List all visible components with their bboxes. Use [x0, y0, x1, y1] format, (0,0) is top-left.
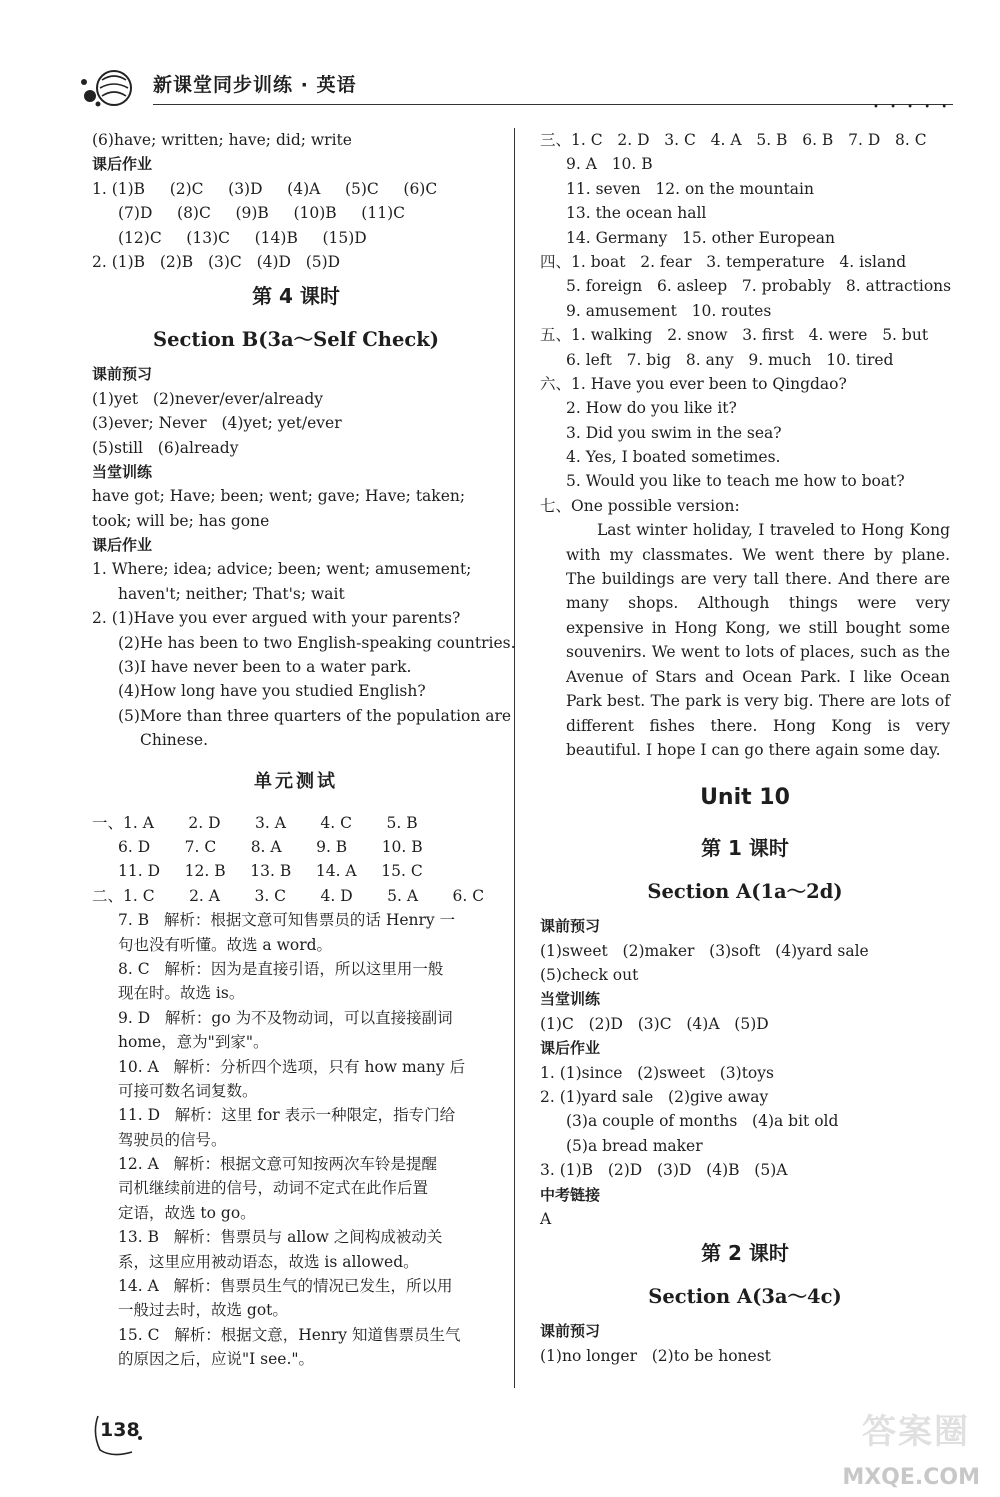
answer-line: (1)sweet (2)maker (3)soft (4)yard sale [540, 941, 869, 960]
answer-line: 四、1. boat 2. fear 3. temperature 4. island [540, 252, 907, 271]
right-column [540, 128, 950, 1368]
explanation-line: 司机继续前进的信号，动词不定式在此作后置 [118, 1179, 429, 1198]
answer-line: (3)ever; Never (4)yet; yet/ever [92, 414, 342, 433]
answer-line: (2)He has been to two English-speaking countries. [118, 633, 516, 652]
explanation-line: 现在时。故选 is。 [118, 984, 245, 1003]
explanation-line: 可接可数名词复数。 [118, 1081, 258, 1100]
answer-line: 9. A 10. B [566, 155, 653, 174]
explanation-line: 10. A 解析：分析四个选项，只有 how many 后 [118, 1057, 466, 1076]
explanation-line: 驾驶员的信号。 [118, 1130, 227, 1149]
watermark [800, 1412, 980, 1490]
answer-line: (5)a bread maker [566, 1136, 703, 1155]
answer-line: 三、1. C 2. D 3. C 4. A 5. B 6. B 7. D 8. C [540, 131, 927, 149]
page-number: 138 [100, 1419, 140, 1441]
answer-line: 二、1. C 2. A 3. C 4. D 5. A 6. C [92, 886, 485, 905]
answer-line: 11. seven 12. on the mountain [566, 179, 814, 198]
answer-line: 3. (1)B (2)D (3)D (4)B (5)A [540, 1161, 788, 1180]
answer-line: 5. Would you like to teach me how to boat? [566, 472, 905, 491]
answer-line: took; will be; has gone [92, 511, 270, 530]
spacer [540, 762, 950, 770]
answer-line: (7)D (8)C (9)B (10)B (11)C [118, 204, 405, 223]
answer-line: 2. (1)B (2)B (3)C (4)D (5)D [92, 252, 341, 271]
answer-line: 9. amusement 10. routes [566, 301, 772, 320]
homework-heading: 课后作业 [92, 155, 153, 174]
explanation-line: 11. D 解析：这里 for 表示一种限定，指专门给 [118, 1106, 456, 1125]
preview-heading: 课前预习 [540, 917, 601, 936]
unit-heading: Unit 10 [700, 785, 790, 811]
explanation-line: 13. B 解析：售票员与 allow 之间构成被动关 [118, 1228, 443, 1247]
answer-line: 3. Did you swim in the sea? [566, 423, 782, 442]
explanation-line: 句也没有听懂。故选 a word。 [118, 935, 333, 954]
column-divider [514, 128, 515, 1388]
lesson-heading: 第 4 课时 [252, 284, 340, 309]
explanation-line: 系，这里应用被动语态，故选 is allowed。 [118, 1252, 419, 1271]
explanation-line: 的原因之后，应说"I see."。 [118, 1350, 315, 1369]
explanation-line: 9. D 解析：go 为不及物动词，可以直接接副词 [118, 1008, 453, 1027]
left-column [92, 128, 516, 1372]
class-practice-heading: 当堂训练 [540, 990, 601, 1009]
answer-line: have got; Have; been; went; gave; Have; taken; [92, 487, 466, 506]
book-series-logo-icon [78, 66, 138, 110]
explanation-line: 14. A 解析：售票员生气的情况已发生，所以用 [118, 1277, 453, 1296]
answer-line: 6. left 7. big 8. any 9. much 10. tired [566, 350, 894, 369]
explanation-line: 15. C 解析：根据文意，Henry 知道售票员生气 [118, 1325, 461, 1344]
explanation-line: 8. C 解析：因为是直接引语，所以这里用一般 [118, 959, 444, 978]
answer-line: 5. foreign 6. asleep 7. probably 8. attractions [566, 277, 952, 296]
answer-line: 2. How do you like it? [566, 399, 737, 418]
header-dots: • • • • • [873, 102, 952, 113]
answer-line: 14. Germany 15. other European [566, 228, 835, 247]
preview-heading: 课前预习 [540, 1322, 601, 1341]
section-heading: Section B(3a～Self Check) [153, 328, 439, 352]
answer-line: (5)still (6)already [92, 438, 239, 457]
explanation-line: 一般过去时，故选 got。 [118, 1301, 288, 1320]
page-number-badge [92, 1408, 152, 1458]
watermark-site: MXQE.COM [842, 1464, 980, 1490]
lesson-heading: 第 2 课时 [701, 1241, 789, 1266]
exam-link-heading: 中考链接 [540, 1185, 601, 1204]
header-rule [153, 104, 953, 105]
answer-line: 4. Yes, I boated sometimes. [566, 448, 781, 467]
explanation-line: 定语，故选 to go。 [118, 1203, 256, 1222]
answer-line: 七、One possible version: [540, 496, 740, 515]
answer-line: 2. (1)yard sale (2)give away [540, 1088, 769, 1107]
homework-heading: 课后作业 [540, 1039, 601, 1058]
class-practice-heading: 当堂训练 [92, 462, 153, 481]
answer-line: (5)More than three quarters of the population are [118, 706, 512, 725]
answer-line: (4)How long have you studied English? [118, 682, 426, 701]
answer-line: 1. (1)B (2)C (3)D (4)A (5)C (6)C [92, 179, 438, 198]
watermark-mark: 答案圈 [862, 1412, 970, 1452]
answer-line: 六、1. Have you ever been to Qingdao? [540, 374, 847, 393]
answer-line: (1)yet (2)never/ever/already [92, 389, 324, 408]
answer-line: A [540, 1210, 552, 1228]
answer-line: Chinese. [140, 731, 209, 750]
answer-line: (3)I have never been to a water park. [118, 658, 412, 677]
answer-line: (5)check out [540, 966, 639, 985]
answer-line: 11. D 12. B 13. B 14. A 15. C [118, 862, 423, 881]
explanation-line: home，意为"到家"。 [118, 1033, 269, 1052]
unit-test-heading: 单元测试 [254, 770, 338, 792]
answer-line: 1. Where; idea; advice; been; went; amusement; [92, 560, 472, 579]
homework-heading: 课后作业 [92, 536, 153, 555]
section-heading: Section A(1a～2d) [647, 880, 843, 904]
answer-line: 1. (1)since (2)sweet (3)toys [540, 1063, 774, 1082]
answer-line: (12)C (13)C (14)B (15)D [118, 228, 367, 247]
section-heading: Section A(3a～4c) [648, 1285, 842, 1309]
preview-heading: 课前预习 [92, 365, 153, 384]
sample-essay: Last winter holiday, I traveled to Hong Kong with my classmates. We went there by plane. The buildings are very tall there. And there are many shops. Although things were very expensive in Hong Kong, we still bought some souvenirs. We went to lots of places, such as the Avenue of Stars and Ocean Park. I like Ocean Park best. The park is very big. There are lots of different fishes there. Hong Kong is very beautiful. I hope I can go there again some day. [566, 521, 950, 759]
explanation-line: 7. B 解析：根据文意可知售票员的话 Henry 一 [118, 911, 456, 930]
explanation-line: 12. A 解析：根据文意可知按两次车铃是提醒 [118, 1155, 438, 1174]
header-title: 新课堂同步训练 · 英语 [153, 74, 357, 96]
page-header [78, 66, 958, 113]
answer-line: 一、1. A 2. D 3. A 4. C 5. B [92, 813, 418, 832]
lesson-heading: 第 1 课时 [701, 836, 789, 861]
answer-line: (6)have; written; have; did; write [92, 131, 352, 149]
answer-line: (1)C (2)D (3)C (4)A (5)D [540, 1014, 769, 1033]
answer-line: 五、1. walking 2. snow 3. first 4. were 5. but [540, 326, 929, 345]
answer-line: 2. (1)Have you ever argued with your parents? [92, 609, 461, 628]
answer-line: (1)no longer (2)to be honest [540, 1346, 771, 1365]
answer-line: haven't; neither; That's; wait [118, 584, 345, 603]
answer-line: 13. the ocean hall [566, 204, 707, 223]
answer-line: (3)a couple of months (4)a bit old [566, 1112, 839, 1131]
answer-line: 6. D 7. C 8. A 9. B 10. B [118, 837, 423, 856]
